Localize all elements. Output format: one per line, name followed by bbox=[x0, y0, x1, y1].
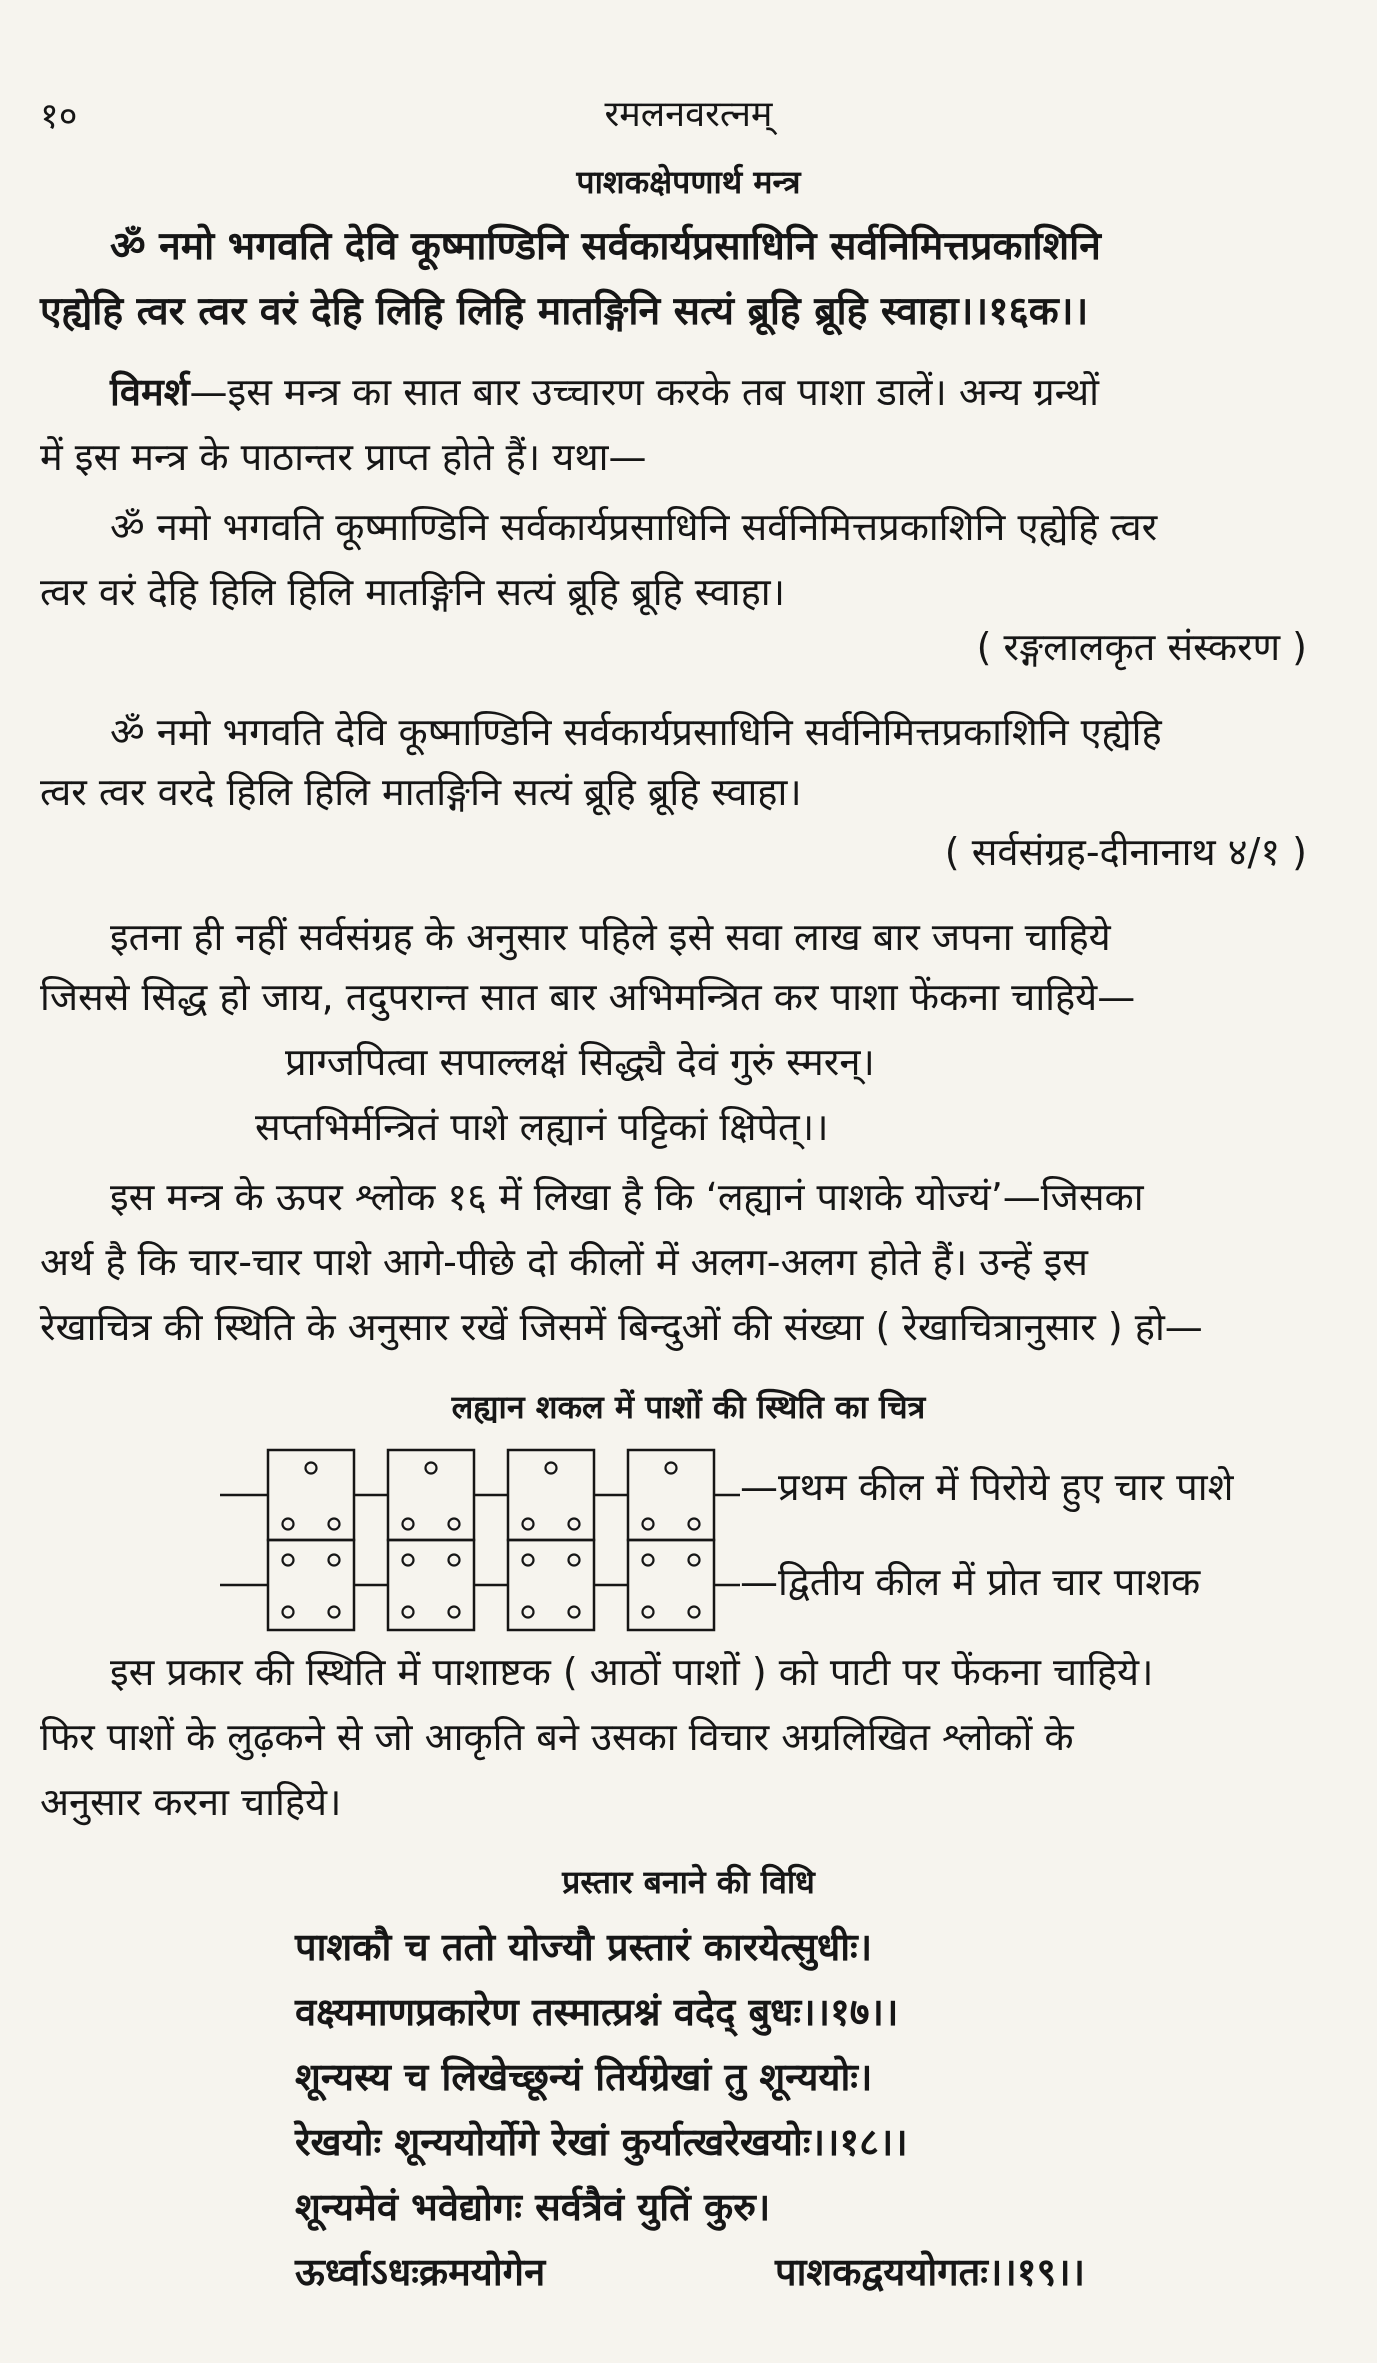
die-2-3 bbox=[508, 1540, 594, 1630]
pip-r2-d3-3 bbox=[523, 1607, 534, 1618]
para2-line-2: अर्थ है कि चार-चार पाशे आगे-पीछे दो कीलों में अलग-अलग होते हैं। उन्हें इस bbox=[40, 1240, 1088, 1284]
pip-r2-d2-2 bbox=[449, 1555, 460, 1566]
pip-r2-d2-3 bbox=[403, 1607, 414, 1618]
para-line-2: जिससे सिद्ध हो जाय, तदुपरान्त सात बार अभिमन्त्रित कर पाशा फेंकना चाहिये— bbox=[40, 975, 1136, 1019]
die-2-2 bbox=[388, 1540, 474, 1630]
pip-r1-d2-1 bbox=[426, 1463, 437, 1474]
diagram-title: लह्यान शकल में पाशों की स्थिति का चित्र bbox=[451, 1388, 926, 1426]
row2-caption: —द्वितीय कील में प्रोत चार पाशक bbox=[740, 1560, 1201, 1604]
pip-r2-d3-2 bbox=[569, 1555, 580, 1566]
pip-r2-d4-3 bbox=[643, 1607, 654, 1618]
pip-r1-d1-3 bbox=[329, 1519, 340, 1530]
vimarsha-label: विमर्श bbox=[110, 370, 190, 414]
pip-r1-d2-2 bbox=[403, 1519, 414, 1530]
pip-r2-d4-1 bbox=[643, 1555, 654, 1566]
verse-2: वक्ष्यमाणप्रकारेण तस्मात्प्रश्नं वदेद् बुधः।।१७।। bbox=[295, 1990, 899, 2034]
verse-3: शून्यस्य च लिखेच्छून्यं तिर्यग्रेखां तु शून्ययोः। bbox=[295, 2055, 873, 2099]
die-2-4 bbox=[628, 1540, 714, 1630]
pip-r1-d4-2 bbox=[643, 1519, 654, 1530]
pip-r2-d1-1 bbox=[283, 1555, 294, 1566]
pip-r2-d1-3 bbox=[283, 1607, 294, 1618]
running-title: रमलनवरत्नम् bbox=[604, 94, 773, 135]
pip-r2-d3-4 bbox=[569, 1607, 580, 1618]
pip-r1-d3-1 bbox=[546, 1463, 557, 1474]
para3-line-2: फिर पाशों के लुढ़कने से जो आकृति बने उसका विचार अग्रलिखित श्लोकों के bbox=[40, 1715, 1074, 1759]
dice-row-2 bbox=[220, 1540, 740, 1630]
dice-row-1 bbox=[220, 1450, 740, 1540]
row1-caption: —प्रथम कील में पिरोये हुए चार पाशे bbox=[740, 1465, 1234, 1509]
variant1-line-1: ॐ नमो भगवति कूष्माण्डिनि सर्वकार्यप्रसाधिनि सर्वनिमित्तप्रकाशिनि एह्येहि त्वर bbox=[110, 505, 1158, 549]
pip-r2-d1-2 bbox=[329, 1555, 340, 1566]
para2-line-3: रेखाचित्र की स्थिति के अनुसार रखें जिसमें बिन्दुओं की संख्या ( रेखाचित्रानुसार ) हो— bbox=[40, 1305, 1203, 1349]
pip-r1-d3-3 bbox=[569, 1519, 580, 1530]
section-title-prastara: प्रस्तार बनाने की विधि bbox=[562, 1863, 815, 1901]
mantra-line-1: ॐ नमो भगवति देवि कूष्माण्डिनि सर्वकार्यप्रसाधिनि सर्वनिमित्तप्रकाशिनि bbox=[110, 224, 1101, 269]
verse-5: शून्यमेवं भवेद्योगः सर्वत्रैवं युतिं कुरु। bbox=[295, 2185, 771, 2229]
section-title-mantra: पाशकक्षेपणार्थ मन्त्र bbox=[576, 163, 801, 201]
mantra-line-2: एह्येहि त्वर त्वर वरं देहि लिहि लिहि मातङ्गिनि सत्यं ब्रूहि ब्रूहि स्वाहा।।१६क।। bbox=[40, 289, 1089, 334]
shloka-line-1: प्राग्जपित्वा सपाल्लक्षं सिद्ध्यै देवं गुरुं स्मरन्। bbox=[285, 1040, 875, 1084]
pip-r2-d4-4 bbox=[689, 1607, 700, 1618]
para-line-1: इतना ही नहीं सर्वसंग्रह के अनुसार पहिले इसे सवा लाख बार जपना चाहिये bbox=[110, 915, 1111, 959]
variant2-line-2: त्वर त्वर वरदे हिलि हिलि मातङ्गिनि सत्यं ब्रूहि ब्रूहि स्वाहा। bbox=[40, 770, 802, 814]
pip-r2-d2-4 bbox=[449, 1607, 460, 1618]
pip-r1-d4-3 bbox=[689, 1519, 700, 1530]
variant2-line-1: ॐ नमो भगवति देवि कूष्माण्डिनि सर्वकार्यप्रसाधिनि सर्वनिमित्तप्रकाशिनि एह्येहि bbox=[110, 710, 1162, 754]
shloka-line-2: सप्तभिर्मन्त्रितं पाशे लह्यानं पट्टिकां क्षिपेत्।। bbox=[255, 1105, 829, 1149]
dice-diagram bbox=[220, 1430, 740, 1660]
pip-r1-d3-2 bbox=[523, 1519, 534, 1530]
pip-r1-d2-3 bbox=[449, 1519, 460, 1530]
die-2-1 bbox=[268, 1540, 354, 1630]
para3-line-1: इस प्रकार की स्थिति में पाशाष्टक ( आठों पाशों ) को पाटी पर फेंकना चाहिये। bbox=[110, 1650, 1154, 1694]
pip-r1-d1-2 bbox=[283, 1519, 294, 1530]
para3-line-3: अनुसार करना चाहिये। bbox=[40, 1780, 342, 1824]
vimarsha-line-1 bbox=[110, 365, 1099, 417]
verse-4: रेखयोः शून्ययोर्योगे रेखां कुर्यात्खरेखयोः।।१८।। bbox=[295, 2120, 908, 2164]
pip-r2-d1-4 bbox=[329, 1607, 340, 1618]
verse-6-right: पाशकद्वययोगतः।।१९।। bbox=[775, 2250, 1086, 2294]
pip-r2-d2-1 bbox=[403, 1555, 414, 1566]
vimarsha-text: —इस मन्त्र का सात बार उच्चारण करके तब पाशा डालें। अन्य ग्रन्थों bbox=[189, 370, 1099, 414]
page-number: १० bbox=[40, 96, 78, 137]
para2-line-1: इस मन्त्र के ऊपर श्लोक १६ में लिखा है कि ‘लह्यानं पाशके योज्यं’—जिसका bbox=[110, 1175, 1144, 1219]
variant1-line-2: त्वर वरं देहि हिलि हिलि मातङ्गिनि सत्यं ब्रूहि ब्रूहि स्वाहा। bbox=[40, 570, 785, 614]
pip-r1-d4-1 bbox=[666, 1463, 677, 1474]
pip-r2-d4-2 bbox=[689, 1555, 700, 1566]
verse-6-left: ऊर्ध्वाऽधःक्रमयोगेन bbox=[295, 2250, 546, 2294]
vimarsha-line-2: में इस मन्त्र के पाठान्तर प्राप्त होते हैं। यथा— bbox=[40, 435, 647, 479]
source-1: ( रङ्गलालकृत संस्करण ) bbox=[976, 625, 1307, 669]
pip-r2-d3-1 bbox=[523, 1555, 534, 1566]
verse-1: पाशकौ च ततो योज्यौ प्रस्तारं कारयेत्सुधीः। bbox=[295, 1925, 873, 1969]
pip-r1-d1-1 bbox=[306, 1463, 317, 1474]
source-2: ( सर्वसंग्रह-दीनानाथ ४/१ ) bbox=[944, 830, 1307, 874]
